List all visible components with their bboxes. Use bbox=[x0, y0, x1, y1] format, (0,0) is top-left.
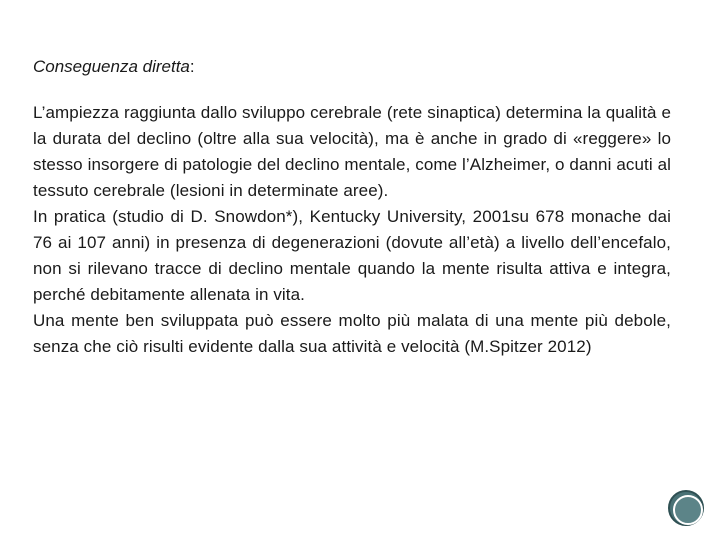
slide-heading bbox=[33, 56, 673, 78]
slide-body bbox=[33, 100, 671, 360]
paragraph-1: L’ampiezza raggiunta dallo sviluppo cerebrale (rete sinaptica) determina la qualità e la durata del declino (oltre alla sua velocità), ma è anche in grado di «reggere» lo stesso insorgere di patologie del declino mentale, come l’Alzheimer, o danni acuti al tessuto cerebrale (lesioni in determinate aree). bbox=[33, 103, 671, 200]
circle-button-ring bbox=[673, 495, 703, 525]
heading-label: Conseguenza diretta bbox=[33, 57, 190, 76]
paragraph-2: In pratica (studio di D. Snowdon*), Kentucky University, 2001su 678 monache dai 76 ai 107 anni) in presenza di degenerazioni (dovute all’età) a livello dell’encefalo, non si rilevano tracce di declino mentale quando la mente risulta attiva e integra, perché debitamente allenata in vita. bbox=[33, 207, 671, 304]
circle-button-icon[interactable] bbox=[668, 490, 704, 526]
paragraph-3: Una mente ben sviluppata può essere molto più malata di una mente più debole, senza che ciò risulti evidente dalla sua attività e velocità (M.Spitzer 2012) bbox=[33, 311, 671, 356]
heading-suffix: : bbox=[189, 57, 195, 76]
